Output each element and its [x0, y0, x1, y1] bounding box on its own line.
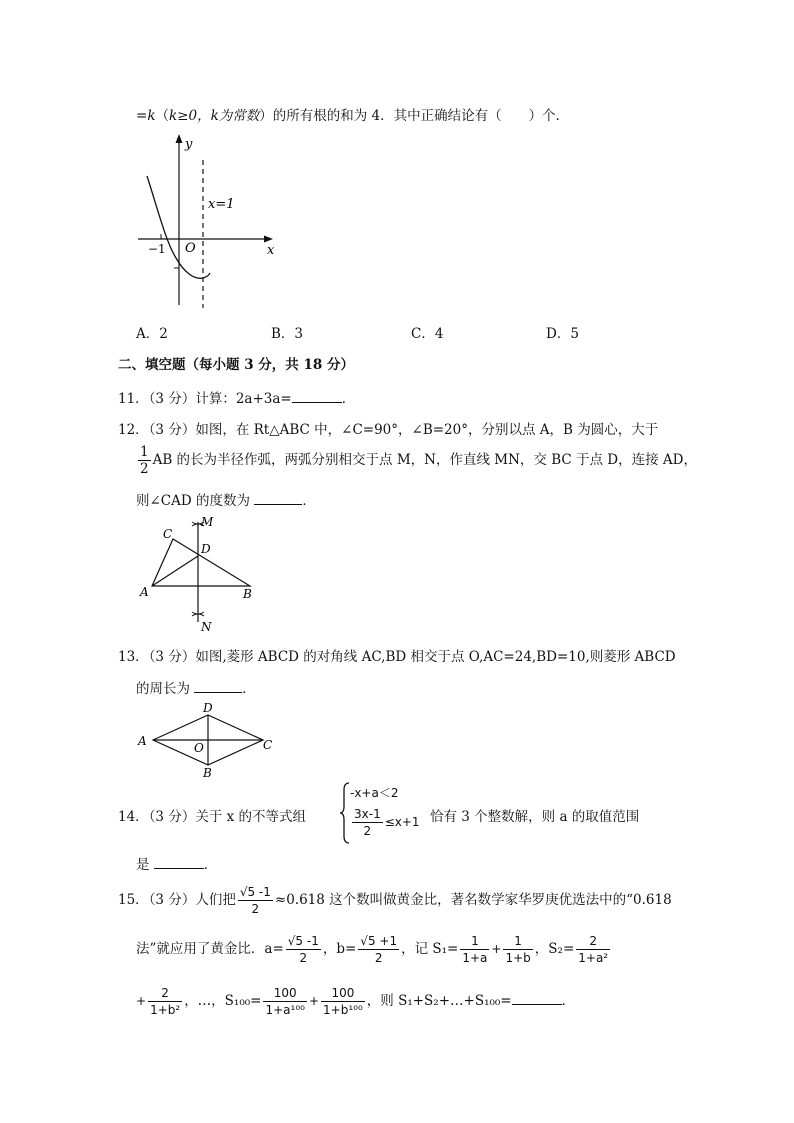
q14-line1-post: 恰有 3 个整数解，则 a 的取值范围 — [430, 809, 640, 825]
q15-b-den: 2 — [374, 951, 383, 965]
q12-triangle-figure — [135, 512, 265, 637]
q10-option-d: D．5 — [546, 326, 579, 342]
q10-tail-text: 的所有根的和为 4．其中正确结论有（ ）个． — [272, 108, 570, 124]
label-o: O — [194, 741, 204, 755]
q15-plus: + — [491, 942, 502, 956]
q15-s2a-fraction — [576, 933, 610, 966]
label-c: C — [163, 527, 173, 541]
q15-b-num: √5 +1 — [360, 934, 398, 948]
q14-ineq2-fraction — [352, 806, 383, 839]
q15-score: （3 分） — [148, 892, 196, 908]
q15-s1b-den: 1+b — [505, 951, 531, 965]
q14-ineq1: -x+a＜2 — [350, 786, 399, 800]
q14-ineq2-rhs: ≤x+1 — [384, 815, 420, 829]
q12-answer-blank[interactable] — [254, 492, 302, 505]
q15-line2 — [136, 933, 612, 966]
q15-s2b-den: 1+b² — [150, 1003, 181, 1017]
q15-dots: ，…，S₁₀₀= — [184, 993, 262, 1009]
q13-text-1: 如图,菱形 ABCD 的对角线 AC,BD 相交于点 O,AC=24,BD=10,则菱形 ABCD — [195, 649, 676, 665]
symmetry-line-label: x=1 — [208, 197, 235, 212]
q15-answer-blank[interactable] — [512, 992, 562, 1005]
q13-end: ． — [242, 681, 256, 697]
y-axis-label: y — [185, 137, 193, 152]
q12-half-fraction — [138, 444, 151, 477]
tick-neg1-label: −1 — [148, 242, 166, 256]
q11 — [118, 387, 355, 407]
q13-score: （3 分） — [148, 649, 196, 665]
q15-line3 — [136, 985, 575, 1018]
q15-approx-text: ≈0.618 这个数叫做黄金比，著名数学家华罗庚优选法中的“0.618 — [274, 892, 672, 908]
q15-plus-2: + — [308, 994, 320, 1008]
q13-line2 — [136, 677, 256, 697]
q10-k: k — [147, 108, 156, 124]
label-b: B — [203, 766, 212, 780]
q15-a-num: √5 -1 — [287, 934, 319, 948]
label-a: A — [140, 585, 149, 599]
label-c: C — [263, 738, 273, 752]
q15-sep-s1: ，记 S₁= — [401, 941, 459, 957]
label-b: B — [243, 587, 252, 601]
q12-text-2: AB 的长为半径作弧，两弧分别相交于点 M，N，作直线 MN，交 BC 于点 D，连接 AD， — [152, 452, 697, 468]
q10-condition: k≥0，k为常数 — [169, 108, 260, 124]
q14-ineq2 — [350, 806, 420, 839]
q15-s1a-den: 1+a — [462, 951, 488, 965]
q13-rhombus-figure — [135, 698, 280, 780]
q15-golden-fraction — [238, 884, 273, 917]
q12-text-1: 如图，在 Rt△ABC 中，∠C=90°，∠B=20°，分别以点 A，B 为圆心，大于 — [195, 422, 659, 438]
label-d: D — [203, 701, 213, 715]
q15-a-fraction — [286, 933, 321, 966]
q15-text-pre: 人们把 — [195, 892, 236, 908]
q13-line1 — [118, 645, 676, 665]
q12-frac-den: 2 — [140, 461, 149, 477]
label-m: M — [201, 515, 214, 529]
x-axis-arrow — [264, 236, 273, 243]
y-axis-arrow — [176, 134, 183, 143]
q14-score: （3 分） — [148, 809, 196, 825]
q15-s100a-num: 100 — [263, 985, 306, 1002]
q10-tail-line — [136, 104, 569, 124]
q15-tail: ，则 S₁+S₂+…+S₁₀₀= — [366, 993, 512, 1009]
q15-a-den: 2 — [299, 951, 308, 965]
q11-score: （3 分） — [148, 391, 196, 407]
section-title-fill-in: 二、填空题（每小题 3 分，共 18 分） — [118, 357, 354, 373]
q10-paren-open: （ — [155, 108, 169, 124]
q12-frac-num: 1 — [140, 444, 149, 460]
q15-text-a: 法”就应用了黄金比．a= — [136, 941, 284, 957]
q14-answer-blank[interactable] — [154, 856, 204, 869]
q15-s100b-num: 100 — [321, 985, 365, 1002]
q15-s1a-num: 1 — [460, 933, 489, 950]
q15-sep-s2: ，S₂= — [534, 941, 575, 957]
q12-line3 — [136, 489, 316, 509]
q12-text-3: 则∠CAD 的度数为 — [136, 493, 251, 509]
q14-brace — [340, 782, 350, 844]
q15-line1 — [118, 884, 672, 917]
q11-number: 11． — [118, 391, 149, 407]
label-a: A — [138, 734, 147, 748]
q14-end: ． — [203, 857, 218, 873]
q10-eq-sign: = — [136, 108, 148, 124]
q10-function-graph — [130, 130, 290, 315]
q13-number: 13． — [118, 649, 149, 665]
q11-text: 计算：2a+3a= — [195, 391, 292, 407]
q12-score: （3 分） — [148, 422, 196, 438]
q15-s100a-fraction — [263, 985, 306, 1018]
q15-sep-b: ，b= — [322, 941, 357, 957]
q15-s2a-den: 1+a² — [578, 951, 609, 965]
label-n: N — [201, 620, 212, 634]
q15-line3-plus: + — [136, 994, 147, 1008]
q15-number: 15． — [118, 892, 149, 908]
q15-s1a-fraction — [460, 933, 489, 966]
origin-label: O — [185, 241, 196, 256]
q14-text-2: 是 — [136, 857, 150, 873]
q10-option-c: C．4 — [411, 326, 444, 342]
q15-s2b-fraction — [148, 985, 182, 1018]
q15-s100a-den: 1+a¹⁰⁰ — [265, 1003, 305, 1017]
q11-answer-blank[interactable] — [292, 390, 342, 403]
q15-s1b-num: 1 — [503, 933, 532, 950]
q12-line1 — [118, 418, 658, 438]
q14-ineq2-num: 3x-1 — [354, 807, 381, 821]
q13-answer-blank[interactable] — [194, 680, 242, 693]
q15-b-fraction — [358, 933, 399, 966]
q15-s2a-num: 2 — [576, 933, 610, 950]
q14-line2 — [136, 853, 217, 873]
q15-gold-den: 2 — [251, 902, 260, 916]
q10-option-a: A．2 — [136, 326, 168, 342]
x-axis-label: x — [267, 243, 275, 258]
q12-end: ． — [302, 493, 316, 509]
q15-s1b-fraction — [503, 933, 532, 966]
q13-text-2: 的周长为 — [136, 681, 190, 697]
q14-line1-lead — [118, 805, 306, 825]
q14-number: 14． — [118, 809, 149, 825]
q12-number: 12． — [118, 422, 149, 438]
q15-s100b-den: 1+b¹⁰⁰ — [323, 1003, 363, 1017]
q15-s100b-fraction — [321, 985, 365, 1018]
q11-end: ． — [341, 391, 356, 407]
left-brace — [340, 783, 349, 843]
q12-line2 — [136, 444, 697, 477]
q14-ineq2-den: 2 — [363, 824, 372, 838]
q15-s2b-num: 2 — [148, 985, 182, 1002]
label-d: D — [201, 542, 211, 556]
q10-option-b: B．3 — [271, 326, 304, 342]
q14-text-pre: 关于 x 的不等式组 — [195, 809, 307, 825]
q15-gold-num: √5 -1 — [239, 885, 271, 899]
q15-end: ． — [561, 993, 576, 1009]
q10-paren-close: ） — [259, 108, 273, 124]
